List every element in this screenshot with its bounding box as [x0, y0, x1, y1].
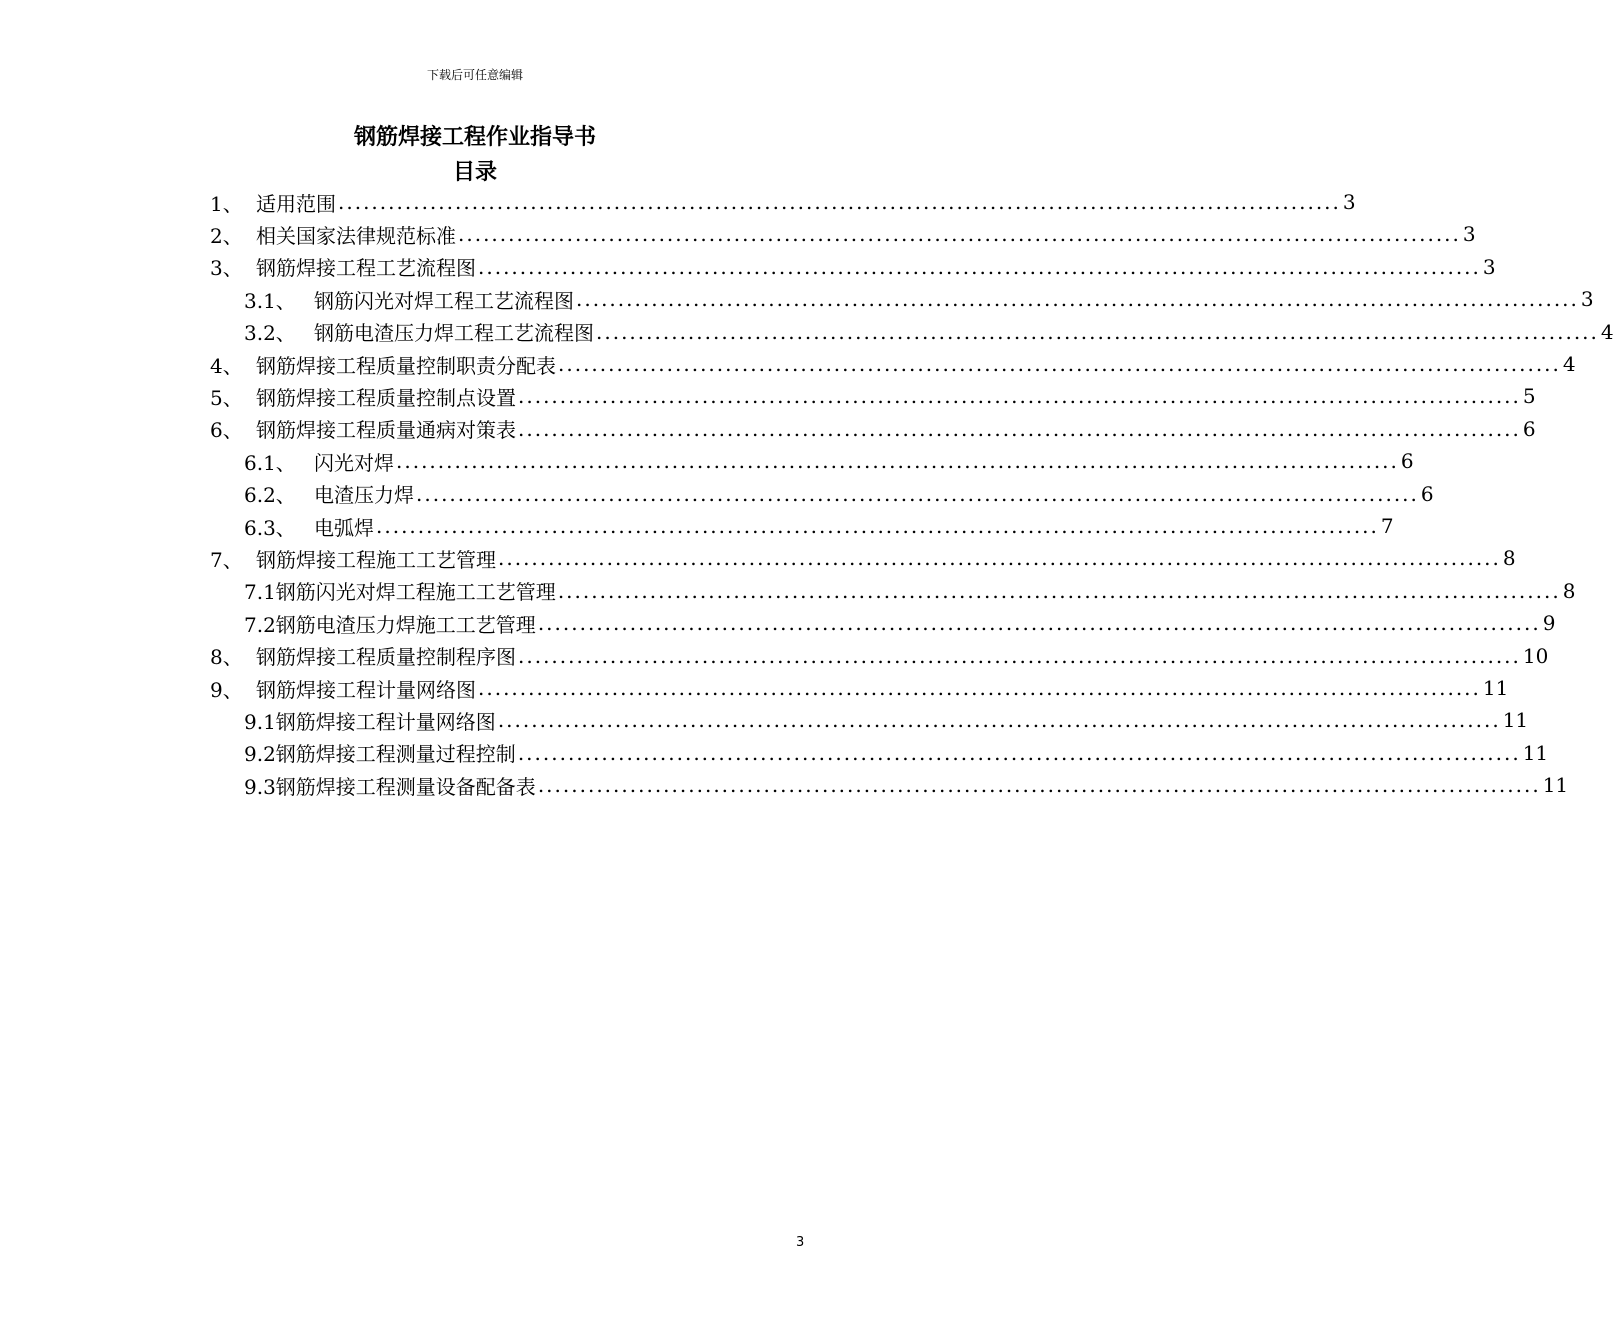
- toc-entry[interactable]: [210, 640, 1549, 672]
- toc-entry-leader: ........................................................................................................................: [338, 190, 1341, 214]
- toc-entry-leader: ........................................................................................................................: [416, 481, 1419, 506]
- toc-entry-leader: ........................................................................................................................: [537, 773, 1541, 798]
- toc-entry-page: 5: [1522, 384, 1536, 409]
- toc-entry-number: 1、: [210, 191, 243, 216]
- toc-entry-leader: ........................................................................................................................: [558, 352, 1561, 376]
- toc-entry-page: 6: [1420, 481, 1434, 506]
- header-note: 下载后可任意编辑: [426, 68, 523, 82]
- toc-entry-label: 适用范围: [256, 191, 336, 216]
- toc-entry[interactable]: [210, 348, 1576, 380]
- toc-entry-leader: ........................................................................................................................: [498, 546, 1501, 571]
- toc-entry-number: 6.1、: [244, 450, 296, 475]
- toc-entry-leader: ........................................................................................................................: [518, 643, 1521, 668]
- toc-entry-leader: ........................................................................................................................: [576, 287, 1579, 312]
- toc-entry-leader: ........................................................................................................................: [497, 708, 1501, 733]
- toc-entry-leader: ........................................................................................................................: [557, 578, 1561, 603]
- toc-entry[interactable]: [244, 704, 1529, 736]
- toc-entry-number: 3、: [210, 256, 243, 281]
- toc-entry[interactable]: [244, 283, 1594, 315]
- toc-entry[interactable]: [244, 510, 1394, 542]
- toc-entry-number: 8、: [210, 645, 243, 670]
- toc-entry-label: 9.1钢筋焊接工程计量网络图: [244, 709, 496, 734]
- toc-entry-leader: ........................................................................................................................: [376, 514, 1379, 538]
- toc-entry-page: 11: [1542, 773, 1569, 798]
- page-number: 3: [796, 1235, 805, 1250]
- toc-entry[interactable]: [244, 737, 1549, 769]
- toc-entry-page: 3: [1482, 254, 1496, 279]
- toc-entry-leader: ........................................................................................................................: [537, 611, 1541, 636]
- toc-entry-leader: ........................................................................................................................: [518, 384, 1521, 409]
- toc-entry-leader: ........................................................................................................................: [396, 449, 1399, 474]
- toc-entry-number: 3.1、: [244, 288, 296, 313]
- toc-entry-page: 6: [1400, 449, 1414, 474]
- toc-entry[interactable]: [244, 607, 1556, 639]
- toc-entry-number: 3.2、: [244, 321, 296, 346]
- toc-entry[interactable]: [210, 380, 1536, 412]
- toc-entry[interactable]: [210, 413, 1536, 445]
- toc-entry-leader: ........................................................................................................................: [458, 222, 1461, 247]
- toc-entry-label: 钢筋焊接工程质量控制点设置: [256, 385, 516, 410]
- toc-entry-page: 3: [1580, 287, 1594, 312]
- toc-entry-number: 6、: [210, 418, 243, 443]
- toc-entry[interactable]: [210, 186, 1356, 218]
- toc-entry-label: 钢筋焊接工程施工工艺管理: [256, 547, 496, 572]
- toc-entry-label: 7.1钢筋闪光对焊工程施工工艺管理: [244, 580, 556, 605]
- toc-entry-label: 闪光对焊: [314, 450, 394, 475]
- toc-entry-page: 4: [1600, 319, 1614, 344]
- toc-entry-leader: ........................................................................................................................: [478, 254, 1481, 279]
- toc-entry-number: 9、: [210, 677, 243, 702]
- toc-entry-label: 电渣压力焊: [314, 483, 414, 508]
- toc-entry-number: 7、: [210, 547, 243, 572]
- toc-entry-page: 11: [1502, 708, 1529, 733]
- document-title: 钢筋焊接工程作业指导书: [353, 125, 596, 150]
- toc-entry[interactable]: [244, 769, 1569, 801]
- toc-entry[interactable]: [210, 218, 1476, 250]
- toc-entry-label: 钢筋焊接工程计量网络图: [256, 677, 476, 702]
- toc-entry-page: 11: [1482, 676, 1509, 700]
- toc-entry-label: 电弧焊: [314, 515, 374, 540]
- toc-entry-leader: ........................................................................................................................: [518, 416, 1521, 441]
- toc-entry[interactable]: [210, 251, 1496, 283]
- toc-entry[interactable]: [210, 672, 1509, 704]
- toc-entry-label: 钢筋焊接工程质量控制程序图: [256, 645, 516, 670]
- toc-entry-page: 3: [1342, 190, 1356, 214]
- toc-entry-label: 钢筋焊接工程工艺流程图: [256, 256, 476, 281]
- toc-heading: 目录: [452, 160, 497, 185]
- toc-entry-label: 相关国家法律规范标准: [256, 223, 456, 248]
- toc-entry-number: 2、: [210, 223, 243, 248]
- toc-entry-number: 5、: [210, 385, 243, 410]
- toc-entry-leader: ........................................................................................................................: [478, 676, 1481, 700]
- toc-entry-page: 9: [1542, 611, 1556, 636]
- toc-entry[interactable]: [210, 542, 1516, 574]
- toc-entry-page: 6: [1522, 416, 1536, 441]
- toc-entry[interactable]: [244, 316, 1614, 348]
- toc-entry-page: 8: [1502, 546, 1516, 571]
- toc-entry[interactable]: [244, 575, 1576, 607]
- toc-entry-page: 7: [1380, 514, 1394, 538]
- toc-entry-label: 钢筋闪光对焊工程工艺流程图: [314, 288, 574, 313]
- toc-entry-label: 9.3钢筋焊接工程测量设备配备表: [244, 774, 536, 799]
- toc-entry[interactable]: [244, 445, 1414, 477]
- toc-entry[interactable]: [244, 478, 1434, 510]
- toc-entry-label: 钢筋电渣压力焊工程工艺流程图: [314, 321, 594, 346]
- toc-entry-number: 4、: [210, 353, 243, 378]
- toc-entry-leader: ........................................................................................................................: [596, 319, 1599, 344]
- toc-entry-label: 7.2钢筋电渣压力焊施工工艺管理: [244, 612, 536, 637]
- toc-entry-label: 钢筋焊接工程质量通病对策表: [256, 418, 516, 443]
- toc-entry-page: 10: [1522, 643, 1549, 668]
- toc-entry-number: 6.2、: [244, 483, 296, 508]
- toc-entry-page: 8: [1562, 578, 1576, 603]
- toc-entry-number: 6.3、: [244, 515, 296, 540]
- toc-entry-page: 11: [1522, 740, 1549, 765]
- toc-entry-page: 4: [1562, 352, 1576, 376]
- toc-entry-leader: ........................................................................................................................: [517, 740, 1521, 765]
- toc-entry-label: 9.2钢筋焊接工程测量过程控制: [244, 742, 516, 767]
- toc-entry-label: 钢筋焊接工程质量控制职责分配表: [256, 353, 556, 378]
- toc-entry-page: 3: [1462, 222, 1476, 247]
